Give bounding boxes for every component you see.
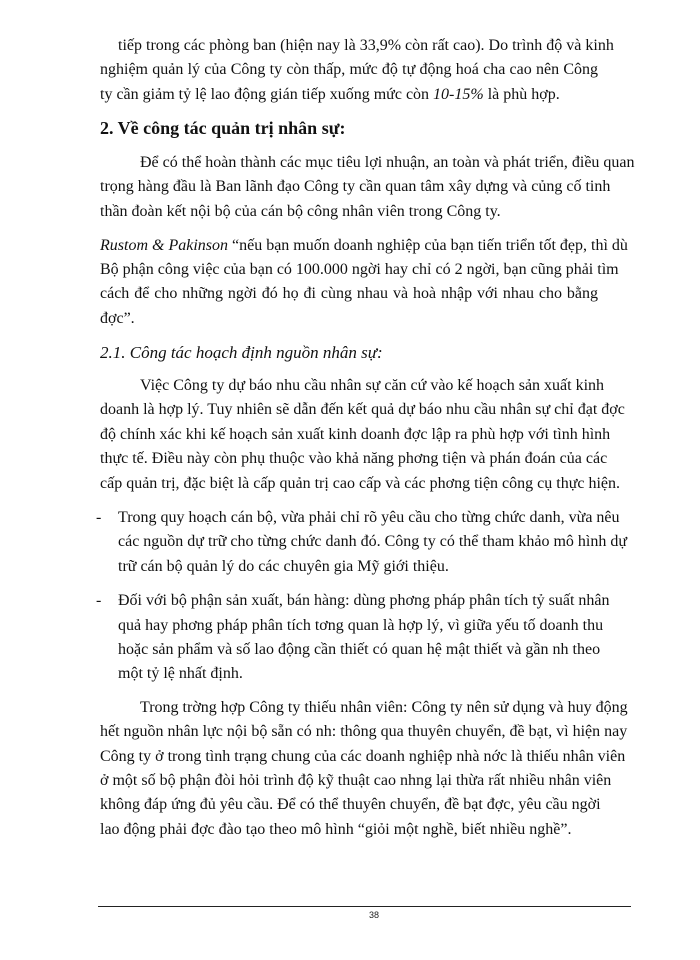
section-heading: 2. Về công tác quản trị nhân sự:: [100, 118, 346, 138]
paragraph-line: Trong trờng hợp Công ty thiếu nhân viên: Công ty nên sử dụng và huy động: [140, 699, 628, 716]
text-run: ty cần giảm tỷ lệ lao động gián tiếp xuống mức còn: [100, 86, 434, 103]
paragraph-line: không đáp ứng đủ yêu cầu. Để có thể thuyên chuyển, đề bạt đợc, yêu cầu ngời: [100, 796, 601, 813]
paragraph-line: tiếp trong các phòng ban (hiện nay là 33,9% còn rất cao). Do trình độ và kinh: [118, 37, 614, 54]
paragraph-line: ở một số bộ phận đòi hỏi trình độ kỹ thuật cao nhng lại thừa rất nhiều nhân viên: [100, 772, 612, 789]
paragraph-line: [100, 85, 598, 105]
subsection-heading: 2.1. Công tác hoạch định nguồn nhân sự:: [100, 343, 383, 362]
paragraph-line: Công ty ở trong tình trạng chung của các doanh nghiệp nhà nớc là thiếu nhân viên: [100, 748, 626, 765]
text-run: là phù hợp.: [483, 86, 560, 103]
bullet-line: trữ cán bộ quản lý do các chuyên gia Mỹ giới thiệu.: [118, 558, 449, 575]
bullet-line: quả hay phơng pháp phân tích tơng quan là hợp lý, vì giữa yếu tố doanh thu: [118, 617, 604, 634]
quote-line: [100, 236, 628, 256]
quote-line: Bộ phận công việc của bạn có 100.000 ngời hay chỉ có 2 ngời, bạn cũng phải tìm: [100, 261, 619, 278]
bullet-line: hoặc sản phẩm và số lao động cần thiết có quan hệ mật thiết và gần nh theo: [118, 641, 601, 658]
paragraph-line: lao động phải đợc đào tạo theo mô hình “giỏi một nghề, biết nhiều nghề”.: [100, 821, 572, 838]
bullet-dash: -: [96, 509, 102, 526]
quote-line: cách để cho những ngời đó họ đi cùng nhau và hoà nhập với nhau cho bằng: [100, 285, 598, 302]
paragraph-line: Việc Công ty dự báo nhu cầu nhân sự căn cứ vào kế hoạch sản xuất kinh: [140, 377, 605, 394]
paragraph-line: thực tế. Điều này còn phụ thuộc vào khả năng phơng tiện và phán đoán của các: [100, 450, 608, 467]
paragraph-line: Để có thể hoàn thành các mục tiêu lợi nhuận, an toàn và phát triển, điều quan: [140, 154, 635, 171]
quote-line: đợc”.: [100, 310, 135, 327]
paragraph-line: thần đoàn kết nội bộ của cán bộ công nhân viên trong Công ty.: [100, 203, 501, 220]
page-number: 38: [368, 910, 379, 920]
bullet-line: các nguồn dự trữ cho từng chức danh đó. Công ty có thể tham khảo mô hình dự: [118, 533, 628, 550]
bullet-line: Trong quy hoạch cán bộ, vừa phải chỉ rõ yêu cầu cho từng chức danh, vừa nêu: [118, 509, 620, 526]
bullet-line: Đối với bộ phận sản xuất, bán hàng: dùng phơng pháp phân tích tỷ suất nhân: [118, 592, 610, 609]
quote-author: Rustom & Pakinson: [100, 237, 228, 254]
footer-rule: [98, 906, 631, 907]
paragraph-line: trọng hàng đầu là Ban lãnh đạo Công ty cần quan tâm xây dựng và củng cố tinh: [100, 178, 611, 195]
text-run: “nếu bạn muốn doanh nghiệp của bạn tiến triển tốt đẹp, thì dù: [228, 237, 628, 254]
paragraph-line: nghiệm quản lý của Công ty còn thấp, mức độ tự động hoá cha cao nên Công: [100, 61, 598, 78]
italic-percentage: 10-15%: [433, 86, 484, 103]
bullet-dash: -: [96, 592, 102, 609]
bullet-line: một tỷ lệ nhất định.: [118, 665, 243, 682]
paragraph-line: độ chính xác khi kế hoạch sản xuất kinh doanh đợc lập ra phù hợp với tình hình: [100, 426, 611, 443]
paragraph-line: hết nguồn nhân lực nội bộ sẵn có nh: thông qua thuyên chuyển, đề bạt, vì hiện nay: [100, 723, 628, 740]
paragraph-line: doanh là hợp lý. Tuy nhiên sẽ dẫn đến kết quả dự báo nhu cầu nhân sự chỉ đạt đợc: [100, 401, 625, 418]
paragraph-line: cấp quản trị, đặc biệt là cấp quản trị cao cấp và các phơng tiện công cụ thực hiện.: [100, 475, 621, 492]
